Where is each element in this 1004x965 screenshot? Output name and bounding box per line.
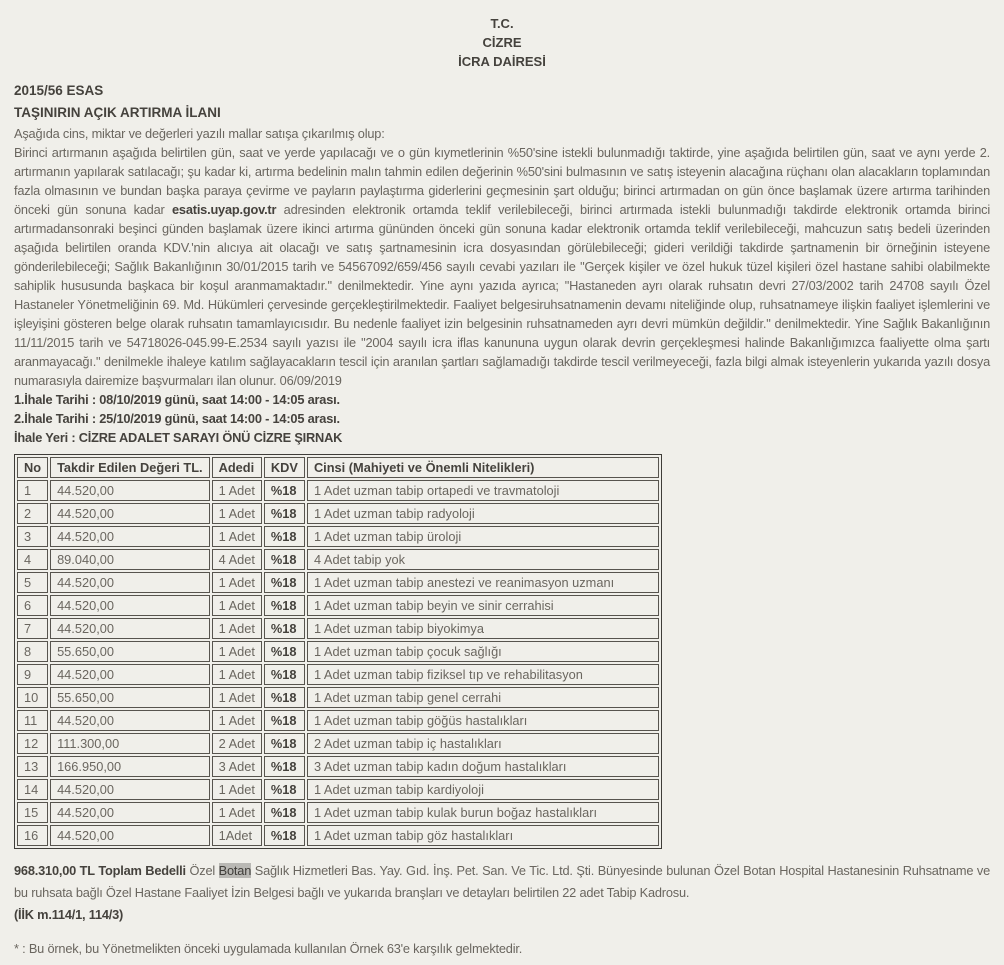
cell-qty: 1 Adet bbox=[212, 480, 262, 501]
cell-value: 55.650,00 bbox=[50, 687, 210, 708]
table-row bbox=[17, 480, 659, 501]
col-header-no: No bbox=[17, 457, 48, 478]
case-number: 2015/56 ESAS bbox=[14, 83, 104, 98]
auction-place: İhale Yeri : CİZRE ADALET SARAYI ÖNÜ CİZRE ŞIRNAK bbox=[14, 430, 343, 445]
cell-qty: 1 Adet bbox=[212, 595, 262, 616]
intro-line: Aşağıda cins, miktar ve değerleri yazılı mallar satışa çıkarılmış olup: bbox=[14, 126, 385, 141]
cell-no: 6 bbox=[17, 595, 48, 616]
cell-kdv: %18 bbox=[264, 756, 305, 777]
search-highlight: Botan bbox=[218, 863, 252, 878]
table-row bbox=[17, 825, 659, 846]
cell-value: 44.520,00 bbox=[50, 664, 210, 685]
table-row bbox=[17, 503, 659, 524]
cell-desc: 3 Adet uzman tabip kadın doğum hastalıkları bbox=[307, 756, 659, 777]
cell-no: 10 bbox=[17, 687, 48, 708]
cell-desc: 1 Adet uzman tabip kulak burun boğaz hastalıkları bbox=[307, 802, 659, 823]
cell-desc: 1 Adet uzman tabip anestezi ve reanimasyon uzmanı bbox=[307, 572, 659, 593]
cell-value: 44.520,00 bbox=[50, 710, 210, 731]
cell-no: 4 bbox=[17, 549, 48, 570]
header-office: İCRA DAİRESİ bbox=[458, 54, 546, 69]
cell-kdv: %18 bbox=[264, 503, 305, 524]
cell-kdv: %18 bbox=[264, 687, 305, 708]
cell-value: 111.300,00 bbox=[50, 733, 210, 754]
cell-qty: 1 Adet bbox=[212, 687, 262, 708]
table-row bbox=[17, 733, 659, 754]
cell-kdv: %18 bbox=[264, 733, 305, 754]
document-title: TAŞINIRIN AÇIK ARTIRMA İLANI bbox=[14, 105, 221, 120]
table-row bbox=[17, 549, 659, 570]
cell-no: 3 bbox=[17, 526, 48, 547]
table-row bbox=[17, 641, 659, 662]
cell-qty: 1Adet bbox=[212, 825, 262, 846]
cell-value: 44.520,00 bbox=[50, 802, 210, 823]
table-row bbox=[17, 779, 659, 800]
cell-desc: 1 Adet uzman tabip biyokimya bbox=[307, 618, 659, 639]
cell-desc: 1 Adet uzman tabip göz hastalıkları bbox=[307, 825, 659, 846]
cell-no: 7 bbox=[17, 618, 48, 639]
cell-qty: 1 Adet bbox=[212, 779, 262, 800]
table-row bbox=[17, 526, 659, 547]
summary-part-2: Sağlık Hizmetleri Bas. Yay. Gıd. İnş. Pet. San. Ve Tic. Ltd. Şti. Bünyesinde bulunan Özel Botan Hospital Hastanesinin Ruhsatname ve bu ruhsata bağlı Özel Hastane Faaliyet İzin Belgesi bağlı ve yukarıda branşları ve detayları belirtilen 22 adet Tabip Kadrosu. bbox=[14, 863, 990, 900]
table-row bbox=[17, 572, 659, 593]
cell-kdv: %18 bbox=[264, 710, 305, 731]
cell-value: 44.520,00 bbox=[50, 526, 210, 547]
table-row bbox=[17, 710, 659, 731]
header-tc: T.C. bbox=[490, 16, 514, 31]
cell-desc: 1 Adet uzman tabip fiziksel tıp ve rehabilitasyon bbox=[307, 664, 659, 685]
case-block bbox=[14, 80, 990, 124]
cell-value: 44.520,00 bbox=[50, 595, 210, 616]
second-auction-date: 2.İhale Tarihi : 25/10/2019 günü, saat 14:00 - 14:05 arası. bbox=[14, 411, 340, 426]
cell-qty: 1 Adet bbox=[212, 664, 262, 685]
footnote: * : Bu örnek, bu Yönetmelikten önceki uygulamada kullanılan Örnek 63'e karşılık gelmektedir. bbox=[14, 941, 523, 956]
court-header bbox=[14, 14, 990, 71]
cell-qty: 2 Adet bbox=[212, 733, 262, 754]
summary-part-1: Özel bbox=[185, 863, 219, 878]
cell-value: 44.520,00 bbox=[50, 503, 210, 524]
first-auction-date: 1.İhale Tarihi : 08/10/2019 günü, saat 14:00 - 14:05 arası. bbox=[14, 392, 340, 407]
cell-no: 14 bbox=[17, 779, 48, 800]
cell-qty: 1 Adet bbox=[212, 526, 262, 547]
cell-no: 16 bbox=[17, 825, 48, 846]
cell-value: 55.650,00 bbox=[50, 641, 210, 662]
cell-desc: 1 Adet uzman tabip beyin ve sinir cerrahisi bbox=[307, 595, 659, 616]
table-row bbox=[17, 618, 659, 639]
cell-no: 13 bbox=[17, 756, 48, 777]
cell-desc: 1 Adet uzman tabip genel cerrahi bbox=[307, 687, 659, 708]
cell-desc: 1 Adet uzman tabip çocuk sağlığı bbox=[307, 641, 659, 662]
cell-qty: 3 Adet bbox=[212, 756, 262, 777]
cell-qty: 4 Adet bbox=[212, 549, 262, 570]
cell-qty: 1 Adet bbox=[212, 503, 262, 524]
auction-schedule bbox=[14, 390, 990, 447]
table-row bbox=[17, 802, 659, 823]
items-table bbox=[14, 454, 662, 849]
table-row bbox=[17, 687, 659, 708]
col-header-desc: Cinsi (Mahiyeti ve Önemli Nitelikleri) bbox=[307, 457, 659, 478]
cell-kdv: %18 bbox=[264, 664, 305, 685]
cell-kdv: %18 bbox=[264, 549, 305, 570]
cell-kdv: %18 bbox=[264, 526, 305, 547]
cell-qty: 1 Adet bbox=[212, 572, 262, 593]
cell-no: 15 bbox=[17, 802, 48, 823]
cell-desc: 4 Adet tabip yok bbox=[307, 549, 659, 570]
table-row bbox=[17, 595, 659, 616]
table-header-row bbox=[17, 457, 659, 478]
cell-qty: 1 Adet bbox=[212, 618, 262, 639]
cell-kdv: %18 bbox=[264, 572, 305, 593]
table-row bbox=[17, 664, 659, 685]
cell-no: 8 bbox=[17, 641, 48, 662]
cell-value: 44.520,00 bbox=[50, 480, 210, 501]
cell-qty: 1 Adet bbox=[212, 710, 262, 731]
cell-kdv: %18 bbox=[264, 779, 305, 800]
col-header-kdv: KDV bbox=[264, 457, 305, 478]
cell-value: 44.520,00 bbox=[50, 779, 210, 800]
paragraph-part-2: adresinden elektronik ortamda teklif verilebileceği, birinci artırmada istekli bulunmadığı takdirde elektronik ortamda birinci artırmadansonraki beşinci günden başlamak üzere ikinci artırma gününden önceki gün sonuna kadar elektronik ortamda teklif verilebileceği, mahcuzun satış bedeli üzerinden aşağıda belirtilen oranda KDV.'nin alıcıya ait olacağı ve satış şartnamesinin icra dosyasından görülebileceği; gideri verildiği takdirde şartnamenin bir örneğinin isteyene gönderilebileceği; Sağlık Bakanlığının 30/01/2015 tarih ve 54567092/659/456 sayılı cevabi yazıları ile "Gerçek kişiler ve özel hukuk tüzel kişileri özel hastane sahibi olabilmekte sahiplik hususunda başkaca bir koşul aranmamaktadır." denilmektedir. Yine aynı yazıda ayrıca; "Hastaneden ayrı olarak ruhsatın devri 27/03/2002 tarih 24708 sayılı Özel Hastaneler Yönetmeliğinin 69. Md. Hükümleri çervesinde gerçekleştirilmektedir. Faaliyet belgesiruhsatnamenin devamı niteliğinde olup, ruhsatnameye ilişkin faaliyet işlemlerini ve işleyişini gösteren belge olarak ruhsatın tamamlayıcısıdır. Bu nedenle faaliyet izin belgesinin ruhsatnameden ayrı devri mümkün değildir." denilmektedir. Yine Sağlık Bakanlığının 11/11/2015 tarih ve 54718026-045.99-E.2534 sayılı yazısı ile "2004 sayılı icra iflas kanununa uygun olarak devrin gerçekleşmesi halinde Bakanlığımızca faaliyette olma şartı aranmayacağı." denilmekle ihaleye katılım sağlayacakların tescil için aranılan şartları sağlamadığı takdirde tescil verilmeyeceği, fazla bilgi almak isteyenlerin yukarıda yazılı dosya numarasıyla dairemize başvurmaları ilan olunur. 06/09/2019 bbox=[14, 202, 990, 388]
cell-kdv: %18 bbox=[264, 825, 305, 846]
cell-kdv: %18 bbox=[264, 641, 305, 662]
cell-value: 44.520,00 bbox=[50, 825, 210, 846]
items-table-body bbox=[17, 480, 659, 846]
cell-no: 5 bbox=[17, 572, 48, 593]
paragraph-part-1: Birinci artırmanın aşağıda belirtilen gün, saat ve yerde yapılacağı ve o gün kıymetlerinin %50'sine istekli bulunmadığı taktirde, yine aşağıda belirtilen gün, saat ve aynı yerde 2. artırmanın yapılarak satılacağı; şu kadar ki, artırma bedelinin malın tahmin edilen değerinin %50'sini bulmasının ve satış isteyenin alacağına rüçhanı olan alacakların toplamından fazla olmasının ve bundan başka paraya çevirme ve payların paylaştırma giderlerini geçmesinin şart olduğu; birinci artırmadan on gün önce başlamak üzere artırma tarihinden önceki gün sonuna kadar bbox=[14, 145, 990, 217]
table-row bbox=[17, 756, 659, 777]
cell-no: 9 bbox=[17, 664, 48, 685]
cell-value: 44.520,00 bbox=[50, 572, 210, 593]
cell-no: 1 bbox=[17, 480, 48, 501]
cell-kdv: %18 bbox=[264, 618, 305, 639]
total-summary-paragraph bbox=[14, 860, 990, 926]
cell-qty: 1 Adet bbox=[212, 641, 262, 662]
cell-no: 11 bbox=[17, 710, 48, 731]
announcement-paragraph bbox=[14, 124, 990, 390]
cell-no: 12 bbox=[17, 733, 48, 754]
cell-kdv: %18 bbox=[264, 595, 305, 616]
header-city: CİZRE bbox=[482, 35, 522, 50]
cell-desc: 1 Adet uzman tabip üroloji bbox=[307, 526, 659, 547]
law-reference: (İİK m.114/1, 114/3) bbox=[14, 907, 124, 922]
cell-value: 44.520,00 bbox=[50, 618, 210, 639]
esatis-url-text: esatis.uyap.gov.tr bbox=[172, 202, 277, 217]
cell-kdv: %18 bbox=[264, 802, 305, 823]
cell-desc: 1 Adet uzman tabip radyoloji bbox=[307, 503, 659, 524]
col-header-qty: Adedi bbox=[212, 457, 262, 478]
cell-value: 166.950,00 bbox=[50, 756, 210, 777]
total-amount-text: 968.310,00 TL Toplam Bedelli bbox=[14, 863, 186, 878]
cell-desc: 1 Adet uzman tabip ortapedi ve travmatoloji bbox=[307, 480, 659, 501]
cell-value: 89.040,00 bbox=[50, 549, 210, 570]
cell-no: 2 bbox=[17, 503, 48, 524]
col-header-value: Takdir Edilen Değeri TL. bbox=[50, 457, 210, 478]
cell-desc: 1 Adet uzman tabip göğüs hastalıkları bbox=[307, 710, 659, 731]
cell-qty: 1 Adet bbox=[212, 802, 262, 823]
cell-kdv: %18 bbox=[264, 480, 305, 501]
cell-desc: 2 Adet uzman tabip iç hastalıkları bbox=[307, 733, 659, 754]
cell-desc: 1 Adet uzman tabip kardiyoloji bbox=[307, 779, 659, 800]
